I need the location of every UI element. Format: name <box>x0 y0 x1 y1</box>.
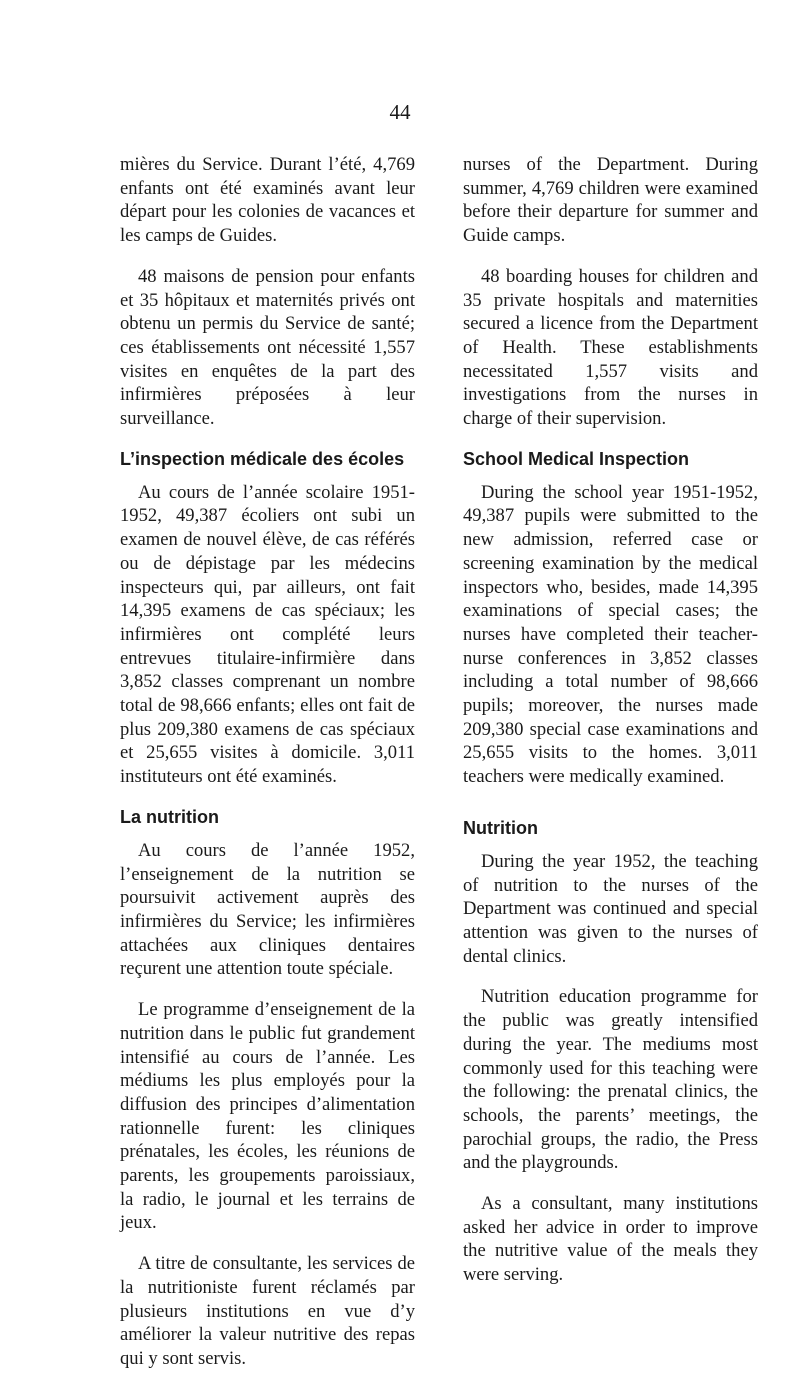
french-paragraph-1: mières du Service. Durant l’été, 4,769 enfants ont été examinés avant leur départ pour les colonies de vacances et les camps de Guides. <box>120 154 415 247</box>
page-number: 44 <box>389 100 411 124</box>
english-heading-nutrition: Nutrition <box>463 817 538 838</box>
french-heading-nutrition: La nutrition <box>120 806 219 827</box>
english-column <box>463 153 758 1304</box>
french-heading-medical-inspection: L’inspection médicale des écoles <box>120 448 405 469</box>
english-paragraph-6: As a consultant, many institutions asked her advice in order to improve the nutritive value of the meals they were serving. <box>463 1193 758 1286</box>
english-heading-medical-inspection: School Medical Inspection <box>463 448 690 469</box>
english-paragraph-1: nurses of the Department. During summer, 4,769 children were examined before their departure for summer and Guide camps. <box>463 154 758 247</box>
english-paragraph-5: Nutrition education programme for the public was greatly intensified during the year. The mediums most commonly used for this teaching were the following: the prenatal clinics, the schools, the parents’ meetings, the parochial groups, the radio, the Press and the playgrounds. <box>463 986 758 1174</box>
english-paragraph-4: During the year 1952, the teaching of nutrition to the nurses of the Department was continued and special attention was given to the nurses of dental clinics. <box>463 850 758 967</box>
french-paragraph-5: Le programme d’enseignement de la nutrition dans le public fut grandement intensifié au cours de l’année. Les médiums les plus employés pour la diffusion des principes d’alimentation rationnelle furent: les cliniques prénatales, les écoles, les réunions de parents, les groupements paroissiaux, la radio, le journal et les terrains de jeux. <box>120 999 415 1234</box>
french-paragraph-2: 48 maisons de pension pour enfants et 35 hôpitaux et maternités privés ont obtenu un permis du Service de santé; ces établissements ont nécessité 1,557 visites en enquêtes de la part des infirmières préposées à leur surveillance. <box>120 265 415 430</box>
french-paragraph-4: Au cours de l’année 1952, l’enseignement de la nutrition se poursuivit activement auprès des infirmières du Service; les infirmières attachées aux cliniques dentaires reçurent une attention toute spéciale. <box>120 839 415 980</box>
french-paragraph-3: Au cours de l’année scolaire 1951-1952, 49,387 écoliers ont subi un examen de nouvel élève, de cas référés ou de dépistage par les médecins inspecteurs qui, par ailleurs, ont fait 14,395 examens de cas spéciaux; les infirmières ont complété leurs entrevues titulaire-infirmière dans 3,852 classes comprenant un nombre total de 98,666 enfants; elles ont fait de plus 209,380 examens de cas spéciaux et 25,655 visites à domicile. 3,011 instituteurs ont été examinés. <box>120 481 415 788</box>
french-paragraph-6: A titre de consultante, les services de la nutritioniste furent réclamés par plusieurs institutions en vue d’y améliorer la valeur nutritive des repas qui y sont servis. <box>120 1253 415 1369</box>
english-paragraph-3: During the school year 1951-1952, 49,387 pupils were submitted to the new admission, referred case or screening examination by the medical inspectors who, besides, made 14,395 examinations of special cases; the nurses have completed their teacher-nurse conferences in 3,852 classes including a total number of 98,666 pupils; moreover, the nurses made 209,380 special case examinations and 25,655 visits to the homes. 3,011 teachers were medically examined. <box>463 481 758 788</box>
french-column <box>120 153 415 1388</box>
english-paragraph-2: 48 boarding houses for children and 35 private hospitals and maternities secured a licence from the Department of Health. These establishments necessitated 1,557 visits and investigations from the nurses in charge of their supervision. <box>463 265 758 430</box>
